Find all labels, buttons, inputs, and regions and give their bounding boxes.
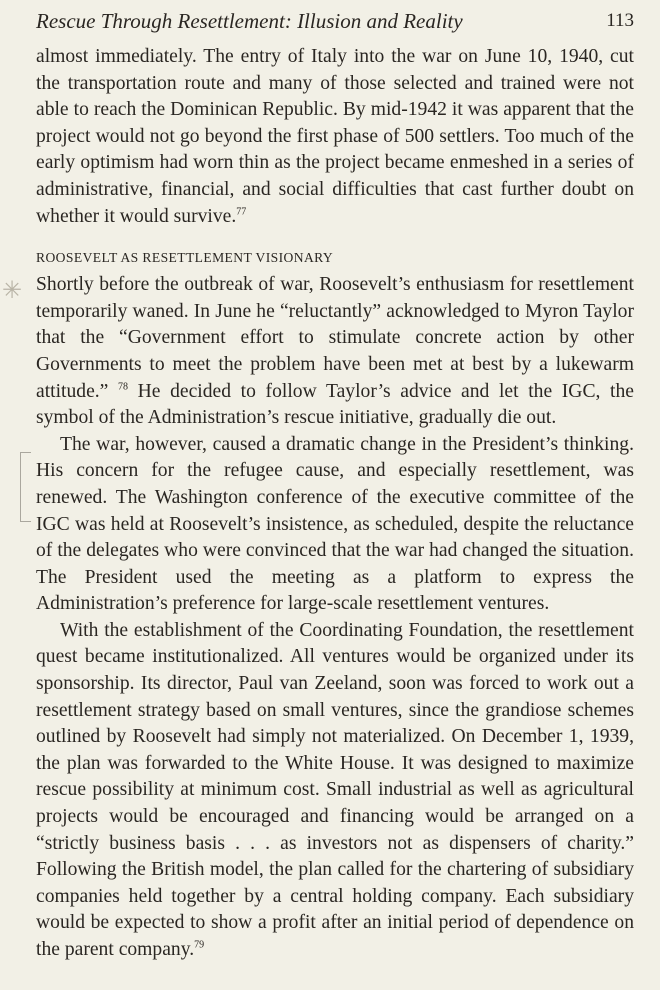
paragraph-4: With the establishment of the Coordinating Foundation, the resettlement quest became institutionalized. All ventures would be organized under its sponsorship. Its director, Paul van Zeeland, soon was forced to work out a resettlement strategy based on small ventures, since the grandiose schemes outlined by Roosevelt had simply not materialized. On December 1, 1939, the plan was forwarded to the White House. It was designed to maximize rescue possibility at minimum cost. Small industrial as well as agricultural projects would be encouraged and financing would be arranged on a “strictly business basis . . . as investors not as dispensers of charity.” Following the British model, the plan called for the chartering of subsidiary companies held together by a central holding company. Each subsidiary would be expected to show a profit after an initial period of dependence on the parent company.$^{79}$ — [36, 619, 634, 960]
footnote-ref-77: 77 — [236, 206, 247, 218]
page-header — [36, 6, 636, 36]
body-text — [36, 44, 634, 964]
footnote-ref-79: 79 — [194, 939, 205, 951]
margin-bracket-mark — [20, 452, 31, 522]
footnote-ref-78: 78 — [118, 381, 128, 392]
margin-asterisk-mark: ✳ — [2, 278, 23, 304]
paragraph-1: almost immediately. The entry of Italy into the war on June 10, 1940, cut the transportation route and many of those selected and trained were not able to reach the Dominican Republic. By mid-1942 it was apparent that the project would not go beyond the first phase of 500 settlers. Too much of the early optimism had worn thin as the project became enmeshed in a series of administrative, financial, and social difficulties that cast further doubt on whether it would survive.$^{77}$ — [36, 46, 634, 227]
section-heading: ROOSEVELT AS RESETTLEMENT VISIONARY — [36, 250, 334, 266]
paragraph-2: Shortly before the outbreak of war, Roosevelt’s enthusiasm for resettlement temporarily waned. In June he “reluctantly” acknowledged to Myron Taylor that the “Government effort to stimulate concrete action by other Governments to meet the problem have been met at best by a lukewarm attitude.” $^{78}$ He decided to follow Taylor’s advice and let the IGC, the symbol of the Administration’s rescue initiative, gradually die out. — [36, 274, 634, 429]
running-head: Rescue Through Resettlement: Illusion and Reality — [36, 8, 463, 33]
paragraph-3: The war, however, caused a dramatic change in the President’s thinking. His concern for the refugee cause, and especially resettlement, was renewed. The Washington conference of the executive committee of the IGC was held at Roosevelt’s insistence, as scheduled, despite the reluctance of the delegates who were convinced that the war had changed the situation. The President used the meeting as a platform to express the Administration’s preference for large-scale resettlement ventures. — [36, 433, 634, 615]
page-number: 113 — [606, 10, 634, 31]
